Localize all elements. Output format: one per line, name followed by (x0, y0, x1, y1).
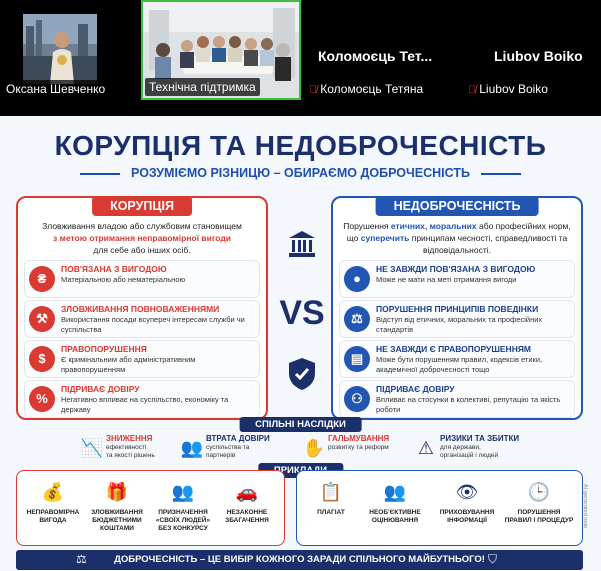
example-line: «СВОЇХ ЛЮДЕЙ» (155, 517, 211, 524)
consequence-desc-line: та якості рішень (106, 452, 155, 459)
dishonesty-panel (331, 196, 583, 420)
shield-check-icon (286, 356, 318, 397)
footer-text: ДОБРОЧЕСНІСТЬ – ЦЕ ВИБІР КОЖНОГО ЗАРАДИ СПІЛЬНОГО МАЙБУТНЬОГО! (114, 554, 485, 565)
consequence-item (414, 434, 554, 474)
shield-check-icon: ⛉ (488, 552, 498, 566)
consequence-title: ГАЛЬМУВАННЯ (328, 434, 390, 443)
hand-brake-icon: ✋ (302, 438, 326, 458)
example-label (437, 509, 497, 525)
hammer-icon: ⚒ (29, 306, 55, 332)
consequence-desc-line: ефективності (106, 444, 147, 451)
example-item (365, 481, 425, 525)
consequence-title: РИЗИКИ ТА ЗБИТКИ (440, 434, 520, 443)
scales-icon: ⚖ (76, 552, 87, 566)
scales-icon: ⚖ (344, 306, 370, 332)
dishonesty-definition (339, 220, 575, 256)
participant-tile-2[interactable] (141, 0, 301, 100)
example-item (503, 481, 575, 525)
example-label (365, 509, 425, 525)
dishonesty-item-desc: Відступ від етичних, моральних та професійних стандартів (376, 315, 543, 334)
corruption-item (24, 300, 260, 338)
wallet-icon: 💰 (41, 482, 65, 502)
corruption-definition-line-1: Зловживання владою або службовим становищем (42, 221, 242, 231)
example-line: ПЛАГІАТ (317, 509, 345, 516)
example-label (217, 509, 277, 525)
dishonesty-def-part: або професійних норм, (479, 221, 571, 231)
vs-label: VS (279, 294, 325, 332)
corruption-item (24, 340, 260, 378)
corruption-header: КОРУПЦІЯ (92, 196, 192, 216)
dishonesty-def-part: що (346, 233, 359, 243)
example-item (217, 481, 277, 525)
consequence-desc-line: для держави, (440, 444, 481, 451)
corruption-item (24, 260, 260, 298)
dishonesty-item (339, 300, 575, 338)
participant-tile-4[interactable] (460, 0, 601, 100)
team-icon: 👥 (171, 482, 195, 502)
example-item (153, 481, 213, 533)
dishonesty-item-desc: Може бути порушенням правил, кодексів етики, академічної доброчесності тощо (376, 355, 543, 374)
consequence-desc-line: партнерів (206, 452, 236, 459)
corruption-item-title: ПОВ'ЯЗАНА З ВИГОДОЮ (61, 264, 167, 274)
handshake-money-icon: ₴ (29, 266, 55, 292)
person-icon: ● (344, 266, 370, 292)
gift-icon: 🎁 (105, 482, 129, 502)
corruption-examples (16, 470, 285, 546)
dishonesty-item-desc: Впливає на стосунки в колективі, репутацію та якість роботи (376, 395, 561, 414)
example-label (23, 509, 83, 525)
consequence-desc (106, 444, 155, 460)
slide-title: КОРУПЦІЯ ТА НЕДОБРОЧЕСНІСТЬ (54, 130, 547, 161)
example-line: ПОРУШЕННЯ (517, 509, 561, 516)
example-item (23, 481, 83, 525)
courthouse-icon (286, 228, 318, 265)
corruption-item-title: ПРАВОПОРУШЕННЯ (61, 344, 147, 354)
example-label (153, 509, 213, 533)
participant-display-name-4: Liubov Boiko (494, 48, 583, 64)
corruption-definition-line-3: для себе або інших осіб. (93, 245, 191, 255)
example-line: НЕЗАКОННЕ (226, 509, 268, 516)
example-line: КОШТАМИ (100, 525, 134, 532)
group-icon: 👥 (180, 438, 204, 458)
money-bag-icon: $ (29, 346, 55, 372)
example-label (301, 509, 361, 517)
participant-tile-1[interactable] (0, 0, 118, 100)
slide-subtitle-text: РОЗУМІЄМО РІЗНИЦЮ – ОБИРАЄМО ДОБРОЧЕСНІСТЬ (131, 166, 470, 180)
consequence-desc-line: розвитку та реформ (328, 444, 389, 451)
example-item (301, 481, 361, 517)
participant-name-2: Технічна підтримка (145, 78, 260, 96)
example-line: НЕОБ'ЄКТИВНЕ (369, 509, 421, 516)
example-line: БЮДЖЕТНИМИ (92, 517, 142, 524)
consequence-desc-line: суспільства та (206, 444, 250, 451)
example-line: ОЦІНЮВАННЯ (371, 517, 419, 524)
participant-label-4 (464, 80, 552, 98)
corruption-item-desc: Негативно впливає на суспільство, економіку та державу (61, 395, 229, 414)
people-icon: ⚇ (344, 386, 370, 412)
example-line: ПРИЗНАЧЕННЯ (158, 509, 208, 516)
example-line: ЗБАГАЧЕННЯ (225, 517, 269, 524)
dishonesty-header: НЕДОБРОЧЕСНІСТЬ (376, 196, 539, 216)
corruption-item-desc: Є кримінальним або адміністративним правопорушенням (61, 355, 196, 374)
example-line: БЕЗ КОНКУРСУ (158, 525, 208, 532)
chart-down-icon: 📉 (80, 438, 104, 458)
warning-icon: ⚠ (417, 438, 435, 458)
ai-generated-watermark: AI-generated note (582, 484, 588, 529)
dishonesty-def-highlight: суперечить (360, 233, 410, 243)
consequence-desc (440, 444, 498, 460)
mic-muted-icon: 🎙̸ (309, 84, 318, 96)
percent-icon: % (29, 386, 55, 412)
example-line: ПРАВИЛ І ПРОЦЕДУР (504, 517, 574, 524)
corruption-definition-line-2: з метою отримання неправомірної вигоди (52, 233, 231, 243)
example-line: ІНФОРМАЦІЇ (447, 517, 487, 524)
shared-screen (0, 116, 601, 571)
dishonesty-item-title: НЕ ЗАВЖДИ ПОВ'ЯЗАНА З ВИГОДОЮ (376, 264, 536, 274)
example-label (87, 509, 147, 533)
dishonesty-def-highlight: етичних, моральних (390, 221, 477, 231)
consequence-title: ВТРАТА ДОВІРИ (206, 434, 270, 443)
example-item (437, 481, 497, 525)
corruption-definition (24, 220, 260, 256)
corruption-item-desc: Матеріальною або нематеріальною (61, 275, 186, 284)
dishonesty-item (339, 340, 575, 378)
consequence-title: ЗНИЖЕННЯ (106, 434, 153, 443)
clock-icon: 🕒 (527, 482, 551, 502)
document-icon: ▤ (344, 346, 370, 372)
example-line: НЕПРАВОМІРНА (26, 509, 80, 516)
users-icon: 👥 (383, 482, 407, 502)
participant-name-3: Коломоєць Тетяна (320, 82, 424, 96)
consequence-desc (328, 444, 389, 452)
participant-tile-3[interactable] (302, 0, 452, 100)
participant-label-3 (305, 80, 427, 98)
shared-consequences-header: СПІЛЬНІ НАСЛІДКИ (239, 417, 362, 432)
dishonesty-def-part: Порушення (343, 221, 389, 231)
dishonesty-item (339, 260, 575, 298)
example-label (503, 509, 575, 525)
copy-icon: 📋 (319, 482, 343, 502)
slide-footer (16, 550, 583, 570)
example-line: ВИГОДА (39, 517, 67, 524)
slide-subtitle (0, 166, 601, 180)
example-item (87, 481, 147, 533)
dishonesty-item-title: НЕ ЗАВЖДИ Є ПРАВОПОРУШЕННЯМ (376, 344, 532, 354)
dishonesty-item-desc: Може не мати на меті отримання вигоди (376, 275, 517, 284)
example-line: ПРИХОВУВАННЯ (439, 509, 495, 516)
dishonesty-examples (296, 470, 583, 546)
eye-slash-icon: 👁 (455, 482, 479, 502)
corruption-item-title: ПІДРИВАЄ ДОВІРУ (61, 384, 140, 394)
consequence-desc-line: організацій і людей (440, 452, 499, 459)
corruption-item (24, 380, 260, 418)
corruption-item-desc: Використання посади всупереч інтересам служби чи суспільства (61, 315, 245, 334)
consequence-desc (206, 444, 249, 460)
example-line: ЗЛОВЖИВАННЯ (91, 509, 143, 516)
participant-display-name-3: Коломоєць Тет... (318, 48, 433, 64)
mic-muted-icon: 🎙̸ (468, 84, 477, 96)
dishonesty-item-title: ПОРУШЕННЯ ПРИНЦИПІВ ПОВЕДІНКИ (376, 304, 539, 314)
dishonesty-item (339, 380, 575, 418)
dishonesty-item-title: ПІДРИВАЄ ДОВІРУ (376, 384, 455, 394)
participant-name-4: Liubov Boiko (479, 82, 548, 96)
car-icon: 🚗 (235, 482, 259, 502)
dishonesty-def-part: принципам чесності, справедливості та відповідальності. (411, 233, 568, 255)
corruption-panel (16, 196, 268, 420)
participant-name-1: Оксана Шевченко (2, 80, 109, 98)
corruption-item-title: ЗЛОВЖИВАННЯ ПОВНОВАЖЕННЯМИ (61, 304, 220, 314)
